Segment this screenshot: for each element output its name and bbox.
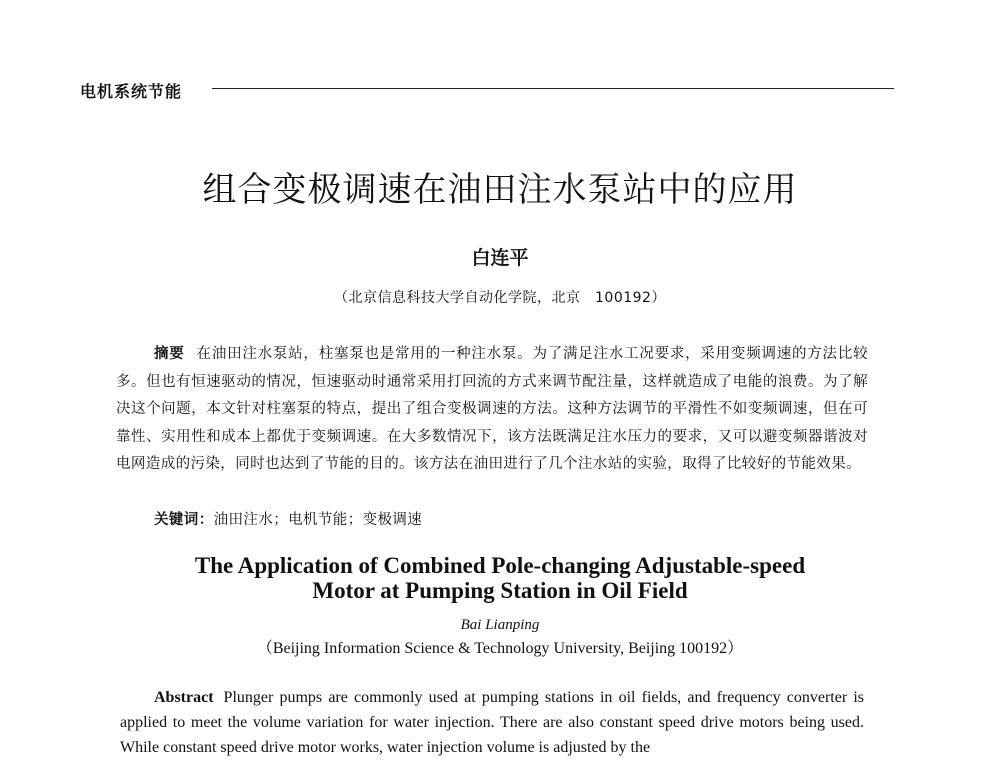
english-abstract: [120, 685, 864, 760]
english-title-line-2: Motor at Pumping Station in Oil Field: [312, 578, 688, 603]
chinese-abstract: [116, 341, 868, 479]
chinese-author: 白连平: [471, 247, 529, 269]
english-abstract-text: Plunger pumps are commonly used at pumping stations in oil fields, and frequency converter is applied to meet the volume variation for water injection. There are also constant speed drive motors being used. While constant speed drive motor works, water injection volume is adjusted by the: [120, 689, 864, 756]
english-title: [0, 553, 1000, 603]
chinese-keywords-text: 油田注水；电机节能；变极调速: [213, 512, 423, 528]
english-author: Bai Lianping: [460, 617, 540, 633]
english-abstract-label: Abstract: [154, 689, 214, 706]
chinese-keywords: [154, 507, 422, 534]
chinese-keywords-label: 关键词：: [154, 512, 214, 528]
chinese-affiliation: （北京信息科技大学自动化学院，北京 100192）: [334, 290, 666, 306]
english-title-line-1: The Application of Combined Pole-changing Adjustable-speed: [194, 553, 806, 578]
header-rule: [212, 88, 894, 89]
chinese-title: 组合变极调速在油田注水泵站中的应用: [202, 170, 798, 210]
section-label: 电机系统节能: [80, 82, 183, 101]
chinese-abstract-text: 在油田注水泵站，柱塞泵也是常用的一种注水泵。为了满足注水工况要求，采用变频调速的方法比较多。但也有恒速驱动的情况，恒速驱动时通常采用打回流的方式来调节配注量，这样就造成了电能的浪费。为了解决这个问题，本文针对柱塞泵的特点，提出了组合变极调速的方法。这种方法调节的平滑性不如变频调速，但在可靠性、实用性和成本上都优于变频调速。在大多数情况下，该方法既满足注水压力的要求，又可以避变频器谐波对电网造成的污染，同时也达到了节能的目的。该方法在油田进行了几个注水站的实验，取得了比较好的节能效果。: [116, 346, 868, 472]
english-affiliation: （Beijing Information Science & Technology University, Beijing 100192）: [256, 640, 744, 657]
running-header: [80, 80, 900, 104]
chinese-abstract-label: 摘要: [154, 346, 185, 362]
